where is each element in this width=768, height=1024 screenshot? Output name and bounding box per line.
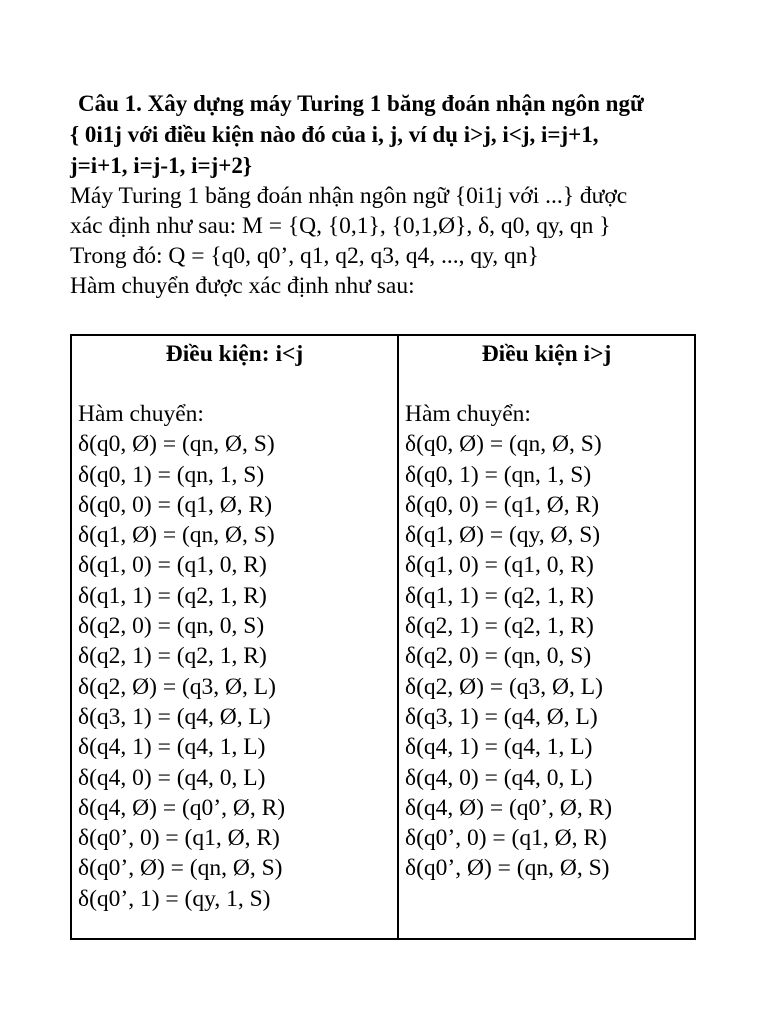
left-rule: δ(q1, Ø) = (qn, Ø, S) [78, 522, 275, 549]
table-row [71, 335, 695, 939]
right-rule: δ(q1, Ø) = (qy, Ø, S) [405, 522, 601, 549]
left-rule: δ(q0, 0) = (q1, Ø, R) [78, 491, 273, 518]
left-rule: δ(q0’, 1) = (qy, 1, S) [78, 885, 271, 912]
question-title-line-2: { 0i1j với điều kiện nào đó của i, j, ví dụ i>j, i<j, i=j+1, [70, 122, 599, 147]
right-rule: δ(q0, Ø) = (qn, Ø, S) [405, 431, 602, 458]
left-rule: δ(q1, 1) = (q2, 1, R) [78, 582, 267, 609]
question-title-line-1 [70, 88, 698, 119]
right-spacer [405, 369, 688, 399]
right-rule: δ(q2, 1) = (q2, 1, R) [405, 613, 594, 640]
right-rule: δ(q2, 0) = (qn, 0, S) [405, 643, 592, 670]
left-rule: δ(q4, 1) = (q4, 1, L) [78, 734, 266, 761]
left-rule: δ(q3, 1) = (q4, Ø, L) [78, 703, 271, 730]
right-rule: δ(q0, 0) = (q1, Ø, R) [405, 491, 600, 518]
left-transition-label: Hàm chuyển: [78, 401, 204, 427]
right-rule: δ(q0, 1) = (qn, 1, S) [405, 461, 592, 488]
right-rule: δ(q1, 1) = (q2, 1, R) [405, 582, 594, 609]
left-rule: δ(q0’, Ø) = (qn, Ø, S) [78, 855, 283, 882]
intro-line-2: xác định như sau: M = {Q, {0,1}, {0,1,Ø}, δ, q0, qy, qn } [70, 213, 611, 239]
right-rule: δ(q0’, 0) = (q1, Ø, R) [405, 825, 607, 852]
question-label: Câu 1 [78, 91, 137, 116]
right-rule: δ(q4, 0) = (q4, 0, L) [405, 764, 593, 791]
left-rule: δ(q2, 0) = (qn, 0, S) [78, 613, 265, 640]
question-title-text: . Xây dựng máy Turing 1 băng đoán nhận ngôn ngữ [136, 91, 644, 116]
right-rule: δ(q4, 1) = (q4, 1, L) [405, 734, 593, 761]
intro-line-1: Máy Turing 1 băng đoán nhận ngôn ngữ {0i1j với ...} được [70, 183, 628, 209]
right-rule: δ(q4, Ø) = (q0’, Ø, R) [405, 794, 613, 821]
left-rule: δ(q0, Ø) = (qn, Ø, S) [78, 431, 275, 458]
document-page [70, 88, 698, 912]
left-rule: δ(q4, 0) = (q4, 0, L) [78, 764, 266, 791]
left-rule: δ(q2, 1) = (q2, 1, R) [78, 643, 267, 670]
left-condition-title: Điều kiện: i<j [165, 341, 304, 367]
left-column-cell [71, 335, 398, 939]
left-rule: δ(q4, Ø) = (q0’, Ø, R) [78, 794, 286, 821]
right-rule: δ(q3, 1) = (q4, Ø, L) [405, 703, 598, 730]
right-rule: δ(q1, 0) = (q1, 0, R) [405, 552, 594, 579]
question-heading [70, 88, 698, 181]
right-condition-title: Điều kiện i>j [481, 341, 612, 367]
left-spacer [78, 369, 391, 399]
right-transition-label: Hàm chuyển: [405, 401, 531, 427]
question-title-line-3: j=i+1, i=j-1, i=j+2} [70, 153, 252, 178]
right-column-cell [398, 335, 695, 939]
right-rule: δ(q0’, Ø) = (qn, Ø, S) [405, 855, 610, 882]
intro-paragraph [70, 181, 698, 301]
left-rule: δ(q0, 1) = (qn, 1, S) [78, 461, 265, 488]
intro-line-4: Hàm chuyển được xác định như sau: [70, 273, 415, 299]
right-rule: δ(q2, Ø) = (q3, Ø, L) [405, 673, 603, 700]
left-rule: δ(q1, 0) = (q1, 0, R) [78, 552, 267, 579]
left-rule: δ(q2, Ø) = (q3, Ø, L) [78, 673, 276, 700]
transition-table [70, 334, 696, 940]
left-rule: δ(q0’, 0) = (q1, Ø, R) [78, 825, 280, 852]
intro-line-3: Trong đó: Q = {q0, q0’, q1, q2, q3, q4, ..., qy, qn} [70, 243, 539, 269]
